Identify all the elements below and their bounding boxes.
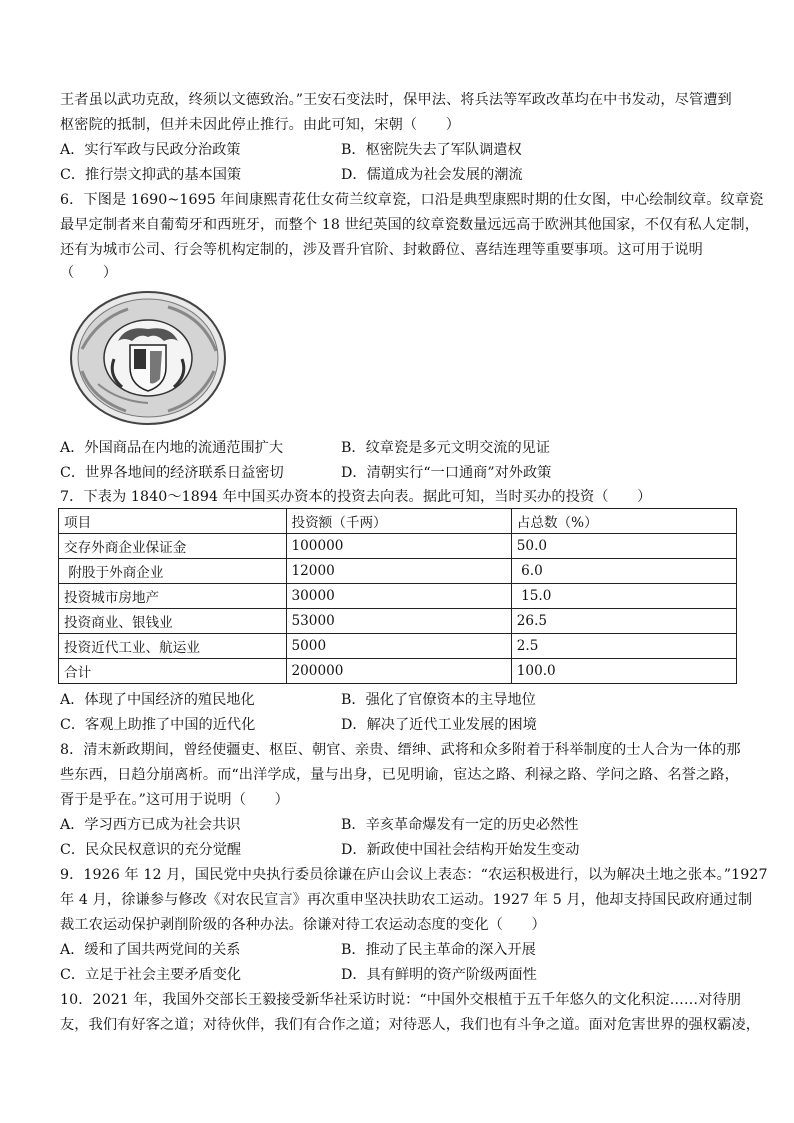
table-cell: 200000 — [286, 659, 511, 684]
q5-stem-line-2: 枢密院的抵制，但并未因此停止推行。由此可知，宋朝（ ） — [60, 117, 461, 133]
q8-option-a[interactable]: A．学习西方已成为社会共识 — [60, 817, 241, 833]
q6-stem-line-1: 6．下图是 1690~1695 年间康熙青花仕女荷兰纹章瓷，口沿是典型康熙时期的仕女图，中心绘制纹章。纹章瓷 — [60, 192, 764, 208]
q5-option-d[interactable]: D．儒道成为社会发展的潮流 — [341, 167, 523, 183]
q6-option-a[interactable]: A．外国商品在内地的流通范围扩大 — [60, 440, 284, 456]
q9-stem-line-1: 9．1926 年 12 月，国民党中央执行委员徐谦在庐山会议上表态：“农运积极进行，以为解决土地之张本。”1927 — [60, 867, 768, 883]
table-cell: 投资城市房地产 — [59, 584, 287, 609]
q5-stem-line-1: 王者虽以武功克敌，终须以文德致治。”王安石变法时，保甲法、将兵法等军政改革均在中书发动，尽管遭到 — [60, 92, 732, 108]
table-header-cell: 投资额（千两） — [286, 509, 511, 534]
q9-option-a[interactable]: A．缓和了国共两党间的关系 — [60, 942, 241, 958]
q8-option-c[interactable]: C．民众民权意识的充分觉醒 — [60, 842, 242, 858]
table-row — [59, 659, 737, 684]
q8-stem-line-3: 胥于是乎在。”这可用于说明（ ） — [60, 792, 289, 808]
table-cell: 交存外商企业保证金 — [59, 534, 287, 559]
table-cell: 附股于外商企业 — [59, 559, 287, 584]
table-cell: 15.0 — [511, 584, 736, 609]
table-row — [59, 534, 737, 559]
q7-stem: 7．下表为 1840～1894 年中国买办资本的投资去向表。据此可知，当时买办的投资（ ） — [60, 489, 652, 505]
q8-option-d[interactable]: D．新政使中国社会结构开始发生变动 — [341, 842, 580, 858]
table-cell: 100000 — [286, 534, 511, 559]
q7-option-d[interactable]: D．解决了近代工业发展的困境 — [341, 717, 537, 733]
table-cell: 投资近代工业、航运业 — [59, 634, 287, 659]
q9-stem-line-2: 年 4 月，徐谦参与修改《对农民宣言》再次重申坚决扶助农工运动。1927 年 5 月，他却支持国民政府通过制 — [60, 892, 753, 908]
investment-table — [58, 508, 737, 684]
q7-option-c[interactable]: C．客观上助推了中国的近代化 — [60, 717, 256, 733]
q8-option-b[interactable]: B．辛亥革命爆发有一定的历史必然性 — [341, 817, 579, 833]
table-header-cell: 占总数（%） — [511, 509, 736, 534]
table-row — [59, 559, 737, 584]
table-row — [59, 584, 737, 609]
table-header-row — [59, 509, 737, 534]
armorial-porcelain-plate-image — [68, 289, 228, 427]
q8-stem-line-2: 些东西，日趋分崩离析。而“出洋学成，量与出身，已见明谕，宦达之路、利禄之路、学问之路、名誉之路， — [60, 767, 739, 783]
q8-stem-line-1: 8．清末新政期间，曾经使疆吏、枢臣、朝官、亲贵、缙绅、武将和众多附着于科举制度的士人合为一体的那 — [60, 742, 741, 758]
q5-option-c[interactable]: C．推行崇文抑武的基本国策 — [60, 167, 242, 183]
q6-stem-line-3: 还有为城市公司、行会等机构定制的，涉及晋升官阶、封敕爵位、喜结连理等重要事项。这可用于说明 — [60, 242, 703, 258]
q7-option-b[interactable]: B．强化了官僚资本的主导地位 — [341, 692, 536, 708]
q9-stem-line-3: 裁工农运动保护剥削阶级的各种办法。徐谦对待工农运动态度的变化（ ） — [60, 917, 546, 933]
table-cell: 53000 — [286, 609, 511, 634]
q10-stem-line-1: 10．2021 年，我国外交部长王毅接受新华社采访时说：“中国外交根植于五千年悠久的文化积淀……对待朋 — [60, 992, 742, 1008]
table-cell: 100.0 — [511, 659, 736, 684]
q9-option-c[interactable]: C．立足于社会主要矛盾变化 — [60, 967, 242, 983]
table-row — [59, 634, 737, 659]
table-cell: 2.5 — [511, 634, 736, 659]
q10-stem-line-2: 友，我们有好客之道；对待伙伴，我们有合作之道；对待恶人，我们也有斗争之道。面对危害世界的强权霸凌， — [60, 1017, 761, 1033]
table-row — [59, 609, 737, 634]
table-cell: 5000 — [286, 634, 511, 659]
table-cell: 合计 — [59, 659, 287, 684]
q5-option-a[interactable]: A．实行军政与民政分治政策 — [60, 142, 241, 158]
q7-option-a[interactable]: A．体现了中国经济的殖民地化 — [60, 692, 255, 708]
q9-option-d[interactable]: D．具有鲜明的资产阶级两面性 — [341, 967, 537, 983]
q6-stem-line-2: 最早定制者来自葡萄牙和西班牙，而整个 18 世纪英国的纹章瓷数量远远高于欧洲其他国家，不仅有私人定制， — [60, 217, 759, 233]
q6-answer-bracket: （ ） — [60, 265, 118, 281]
table-cell: 26.5 — [511, 609, 736, 634]
q6-option-c[interactable]: C．世界各地间的经济联系日益密切 — [60, 465, 284, 481]
q5-option-b[interactable]: B．枢密院失去了军队调遣权 — [341, 142, 522, 158]
q9-option-b[interactable]: B．推动了民主革命的深入开展 — [341, 942, 536, 958]
q6-option-b[interactable]: B．纹章瓷是多元文明交流的见证 — [341, 440, 551, 456]
table-cell: 6.0 — [511, 559, 736, 584]
table-cell: 50.0 — [511, 534, 736, 559]
table-cell: 30000 — [286, 584, 511, 609]
q6-option-d[interactable]: D．清朝实行“一口通商”对外政策 — [341, 465, 552, 481]
table-cell: 投资商业、银钱业 — [59, 609, 287, 634]
table-header-cell: 项目 — [59, 509, 287, 534]
table-cell: 12000 — [286, 559, 511, 584]
